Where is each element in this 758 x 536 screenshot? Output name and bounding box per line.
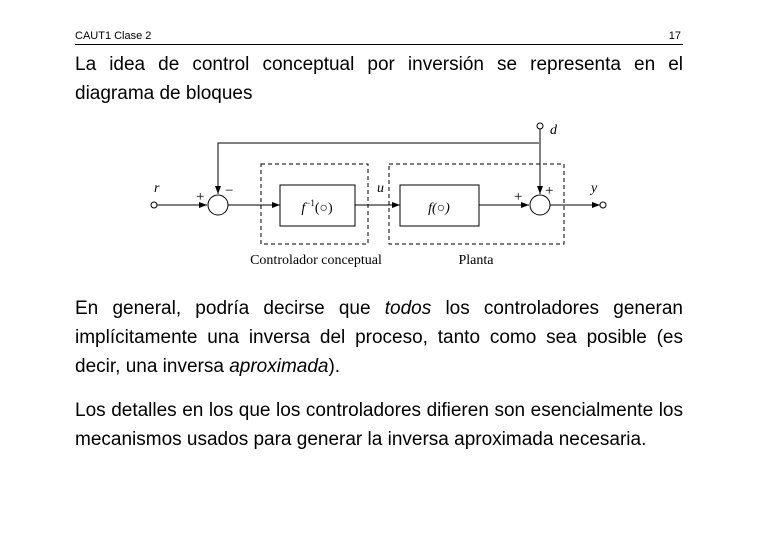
disturbance-terminal [537, 123, 543, 129]
signal-u: u [377, 181, 384, 196]
signal-y: y [591, 181, 598, 196]
output-terminal [600, 202, 606, 208]
plant-caption: Planta [458, 253, 494, 268]
sum2-plus-left: + [514, 189, 523, 205]
sum1-minus: − [225, 183, 234, 199]
general-text-1: En general, podría decirse que [75, 298, 385, 319]
emphasis-aproximada: aproximada [229, 356, 329, 377]
plant-block-label: f(○) [428, 201, 450, 216]
controller-block-label: $f^{-1}(○)$ [301, 198, 333, 216]
details-paragraph: Los detalles en los que los controladores difieren son esencialmente los mecanismos usados para generar la inversa aproximada necesaria. [75, 400, 683, 450]
sum1-plus: + [196, 189, 205, 205]
input-terminal [151, 202, 157, 208]
course-header: CAUT1 Clase 2 [75, 30, 152, 42]
intro-paragraph: La idea de control conceptual por inversión se representa en el diagrama de bloques [75, 54, 683, 104]
general-text-2: los controladores generan implícitamente una inversa del proceso, tanto como sea posible (es decir, una inversa [75, 298, 683, 377]
sum2-plus-top: + [545, 183, 554, 199]
general-text-3: ). [328, 356, 341, 377]
page-number: 17 [668, 30, 681, 42]
general-paragraph [75, 294, 683, 381]
controller-caption: Controlador conceptual [250, 253, 382, 268]
emphasis-todos: todos [384, 298, 432, 319]
signal-d: d [550, 123, 557, 138]
signal-r: r [154, 181, 160, 196]
